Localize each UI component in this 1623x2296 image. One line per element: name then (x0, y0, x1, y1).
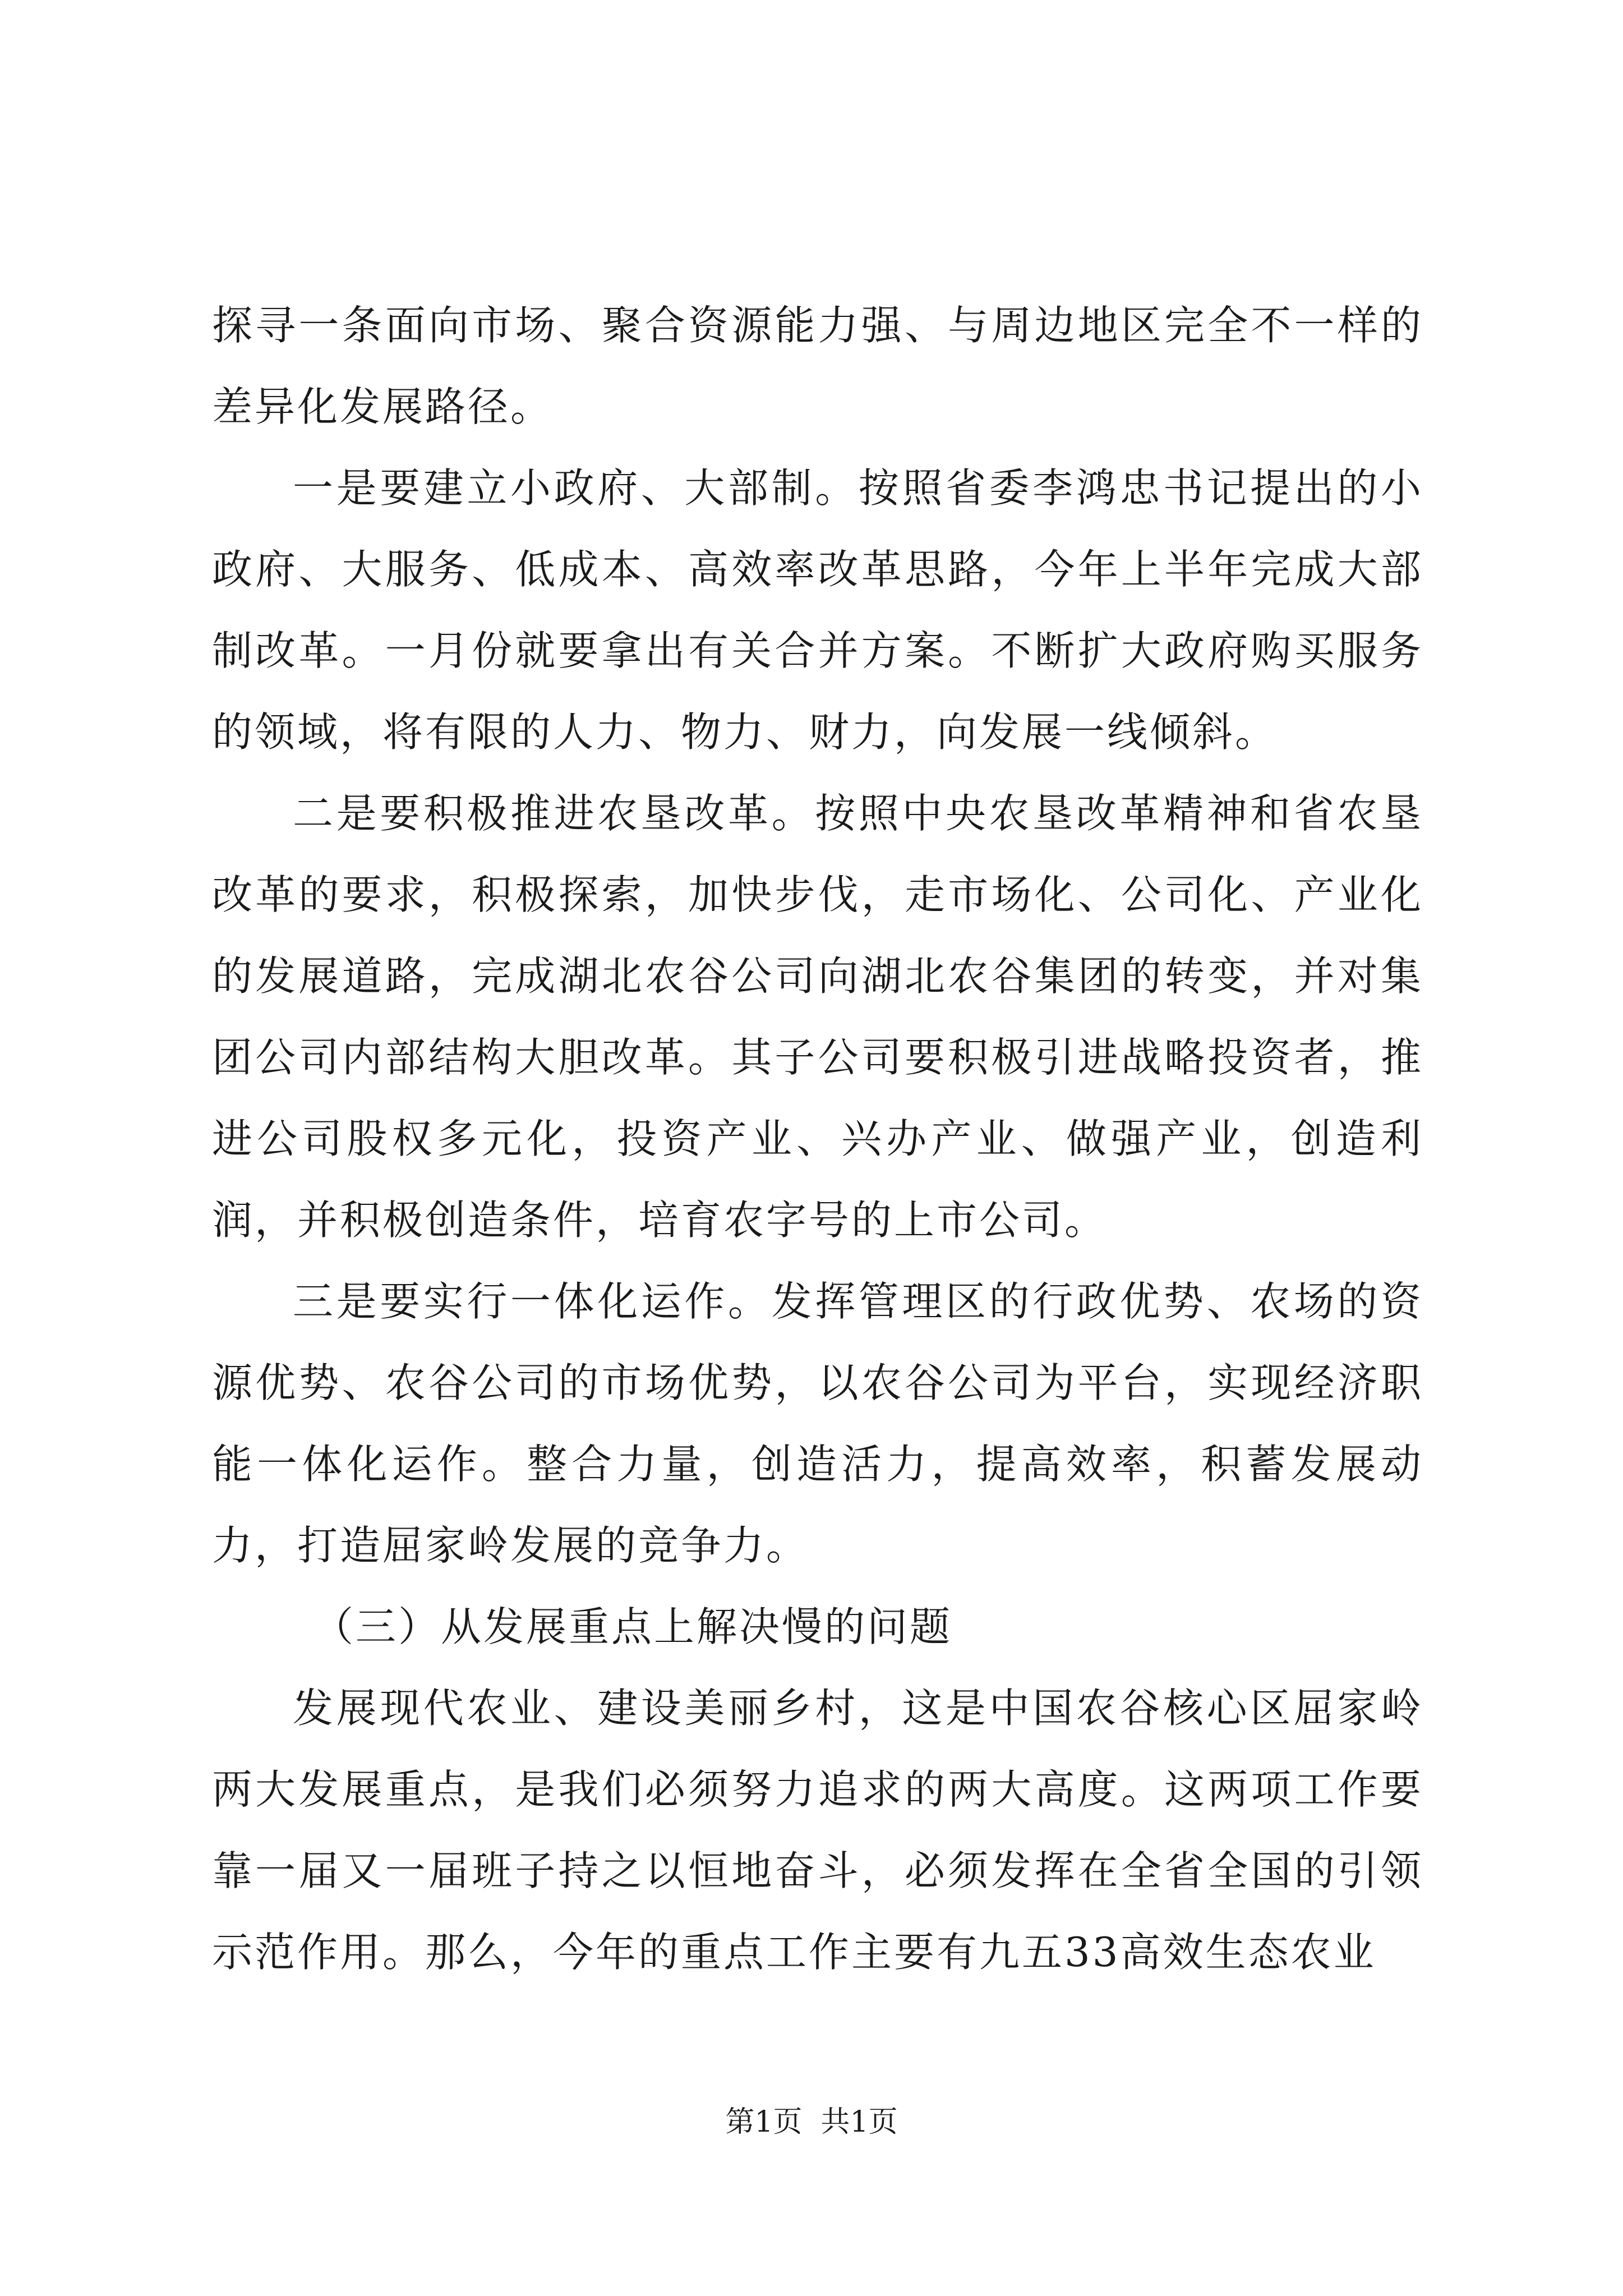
section-heading: （三）从发展重点上解决慢的问题 (313, 1603, 953, 1650)
page-footer: 第1页 共1页 (725, 2105, 898, 2139)
paragraph-small-government: 一是要建立小政府、大部制。按照省委李鸿忠书记提出的小政府、大服务、低成本、高效率改革思路，今年上半年完成大部制改革。一月份就要拿出有关合并方案。不断扩大政府购买服务的领域，将有限的人力、物力、财力，向发展一线倾斜。 (212, 464, 1423, 756)
document-body (212, 285, 1423, 1993)
paragraph-integrated-operation: 三是要实行一体化运作。发挥管理区的行政优势、农场的资源优势、农谷公司的市场优势，以农谷公司为平台，实现经济职能一体化运作。整合力量，创造活力，提高效率，积蓄发展动力，打造屈家岭发展的竞争力。 (212, 1278, 1423, 1569)
paragraph-land-reclamation-reform: 二是要积极推进农垦改革。按照中央农垦改革精神和省农垦改革的要求，积极探索，加快步伐，走市场化、公司化、产业化的发展道路，完成湖北农谷公司向湖北农谷集团的转变，并对集团公司内部结构大胆改革。其子公司要积极引进战略投资者，推进公司股权多元化，投资产业、兴办产业、做强产业，创造利润，并积极创造条件，培育农字号的上市公司。 (212, 790, 1423, 1244)
paragraph-continuation: 探寻一条面向市场、聚合资源能力强、与周边地区完全不一样的差异化发展路径。 (212, 302, 1423, 430)
paragraph-development-focus: 发展现代农业、建设美丽乡村，这是中国农谷核心区屈家岭两大发展重点，是我们必须努力追求的两大高度。这两项工作要靠一届又一届班子持之以恒地奋斗，必须发挥在全省全国的引领示范作用。那么，今年的重点工作主要有九五33高效生态农业 (212, 1685, 1423, 1976)
